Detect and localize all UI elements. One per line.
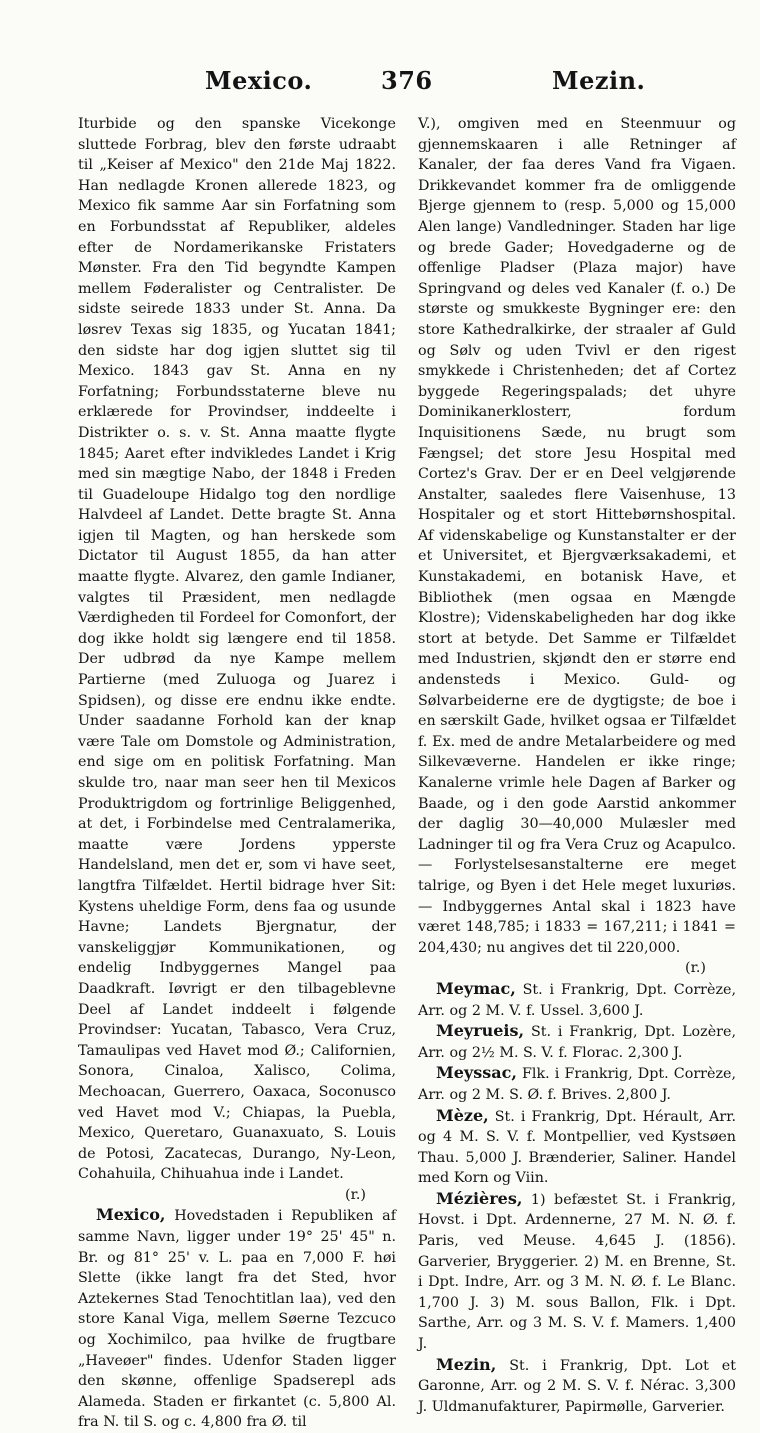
header-left-catchword: Mexico. bbox=[205, 66, 313, 95]
entry-meyrueis bbox=[418, 1021, 736, 1063]
entry-text: St. i Frankrig, Dpt. Hérault, Arr. og 4 M. S. V. f. Montpellier, ved Kystsøen Thau. 5,000 J. Brænderier, Saliner. Handel med Korn og Viin. bbox=[418, 1108, 736, 1187]
entry-text: St. i Frankrig, Dpt. Lozère, Arr. og 2½ M. S. V. f. Florac. 2,300 J. bbox=[418, 1024, 737, 1061]
entry-meyssac bbox=[418, 1063, 736, 1105]
entry-text: 1) befæstet St. i Frankrig, Hovst. i Dpt. Ardennerne, 27 M. N. Ø. f. Paris, ved Meuse. 4,645 J. (1856). Garverier, Bryggerier. 2) M. en Brenne, St. i Dpt. Indre, Arr. og 3 M. N. Ø. f. Le Blanc. 1,700 J. 3) M. sous Ballon, Flk. i Dpt. Sarthe, Arr. og 3 M. S. V. f. Mamers. 1,400 J. bbox=[418, 1191, 736, 1353]
entry-headword: Meyssac, bbox=[436, 1063, 517, 1083]
page-number: 376 bbox=[381, 66, 433, 95]
entry-text: Hovedstaden i Republiken af samme Navn, ligger under 19° 25' 45" n. Br. og 81° 25' v. L. paa en 7,000 F. høi Slette (ikke langt fra det Sted, hvor Aztekernes Stad Tenochtitlan laa), ved den store Kanal Viga, mellem Søerne Tezcuco og Xochimilco, paa hvilke de frugtbare „Haveøer" findes. Udenfor Staden ligger den skønne, offenlige Spadserepl ads Alamedа. Staden er firkantet (c. 5,800 Al. fra N. til S. og c. 4,800 fra Ø. til bbox=[78, 1208, 397, 1431]
entry-text: Flk. i Frankrig, Dpt. Corrèze, Arr. og 2 M. S. Ø. f. Brives. 2,800 J. bbox=[418, 1066, 736, 1103]
author-signature: (r.) bbox=[685, 960, 706, 977]
mexico-country-continuation: Iturbide og den spanske Vicekonge sluttede Forbrag, blev den første udraabt til „Keiser af Mexico" den 21de Maj 1822. Han nedlagde Kronen allerede 1823, og Mexico fik samme Aar sin Forfatning som en Forbundsstat af Republiker, aldeles efter de Nordamerikanske Fristaters Mønster. Fra den Tid begyndte Kampen mellem Føderalister og Centralister. De sidste seirede 1833 under St. Anna. Da løsrev Texas sig 1835, og Yucatan 1841; den sidste har dog igjen sluttet sig til Mexico. 1843 gav St. Anna en ny Forfatning; Forbundsstaterne bleve nu erklærede for Provindser, inddeelte i Distrikter o. s. v. St. Anna maatte flygte 1845; Aaret efter indvikledes Landet i Krig med sin mægtige Nabo, der 1848 i Freden til Guadeloupe Hidalgo tog den nordlige Halvdeel af Landet. Dette bragte St. Anna igjen til Magten, og han herskede som Dictator til August 1855, da han atter maatte flygte. Alvarez, den gamle Indianer, valgtes til Præsident, men nedlagde Værdigheden til Fordeel for Comonfort, der dog ikke holdt sig længere end til 1858. Der udbrød da nye Kampe mellem Partierne (med Zuluoga og Juarez i Spidsen), og disse ere endnu ikke endte. Under saadanne Forhold kan der knap være Tale om Domstole og Administration, end sige om en politisk Forfatning. Man skulde tro, naar man seer hen til Mexicos Produktrigdom og fortrinlige Beliggenhed, at det, i Forbindelse med Centralamerika, maatte være Jordens ypperste Handelsland, men det er, som vi have seet, langtfra Tilfældet. Hertil bidrage hver Sit: Kystens uheldige Form, dens faa og usunde Havne; Landets Bjergnatur, der vanskeliggjør Kommunikationen, og endelig Indbyggernes Mangel paa Daadkraft. Iøvrigt er den tilbageblevne Deel af Landet inddeelt i følgende Provindser: Yucatan, Tabasco, Vera Cruz, Tamaulipas ved Havet mod Ø.; Californien, Sonora, Cinaloa, Xalisco, Colima, Mechoacan, Guerrero, Oaxaca, Soconusco ved Havet mod V.; Chiapas, la Puebla, Mexico, Queretaro, Guanaxuato, S. Louis de Potosi, Zacatecas, Durango, Ny-Leon, Cohahuila, Chihuahua inde i Landet. bbox=[78, 116, 396, 1183]
entry-meymac bbox=[418, 979, 736, 1021]
mexico-city-continuation: V.), omgiven med en Steenmuur og gjennemskaaren i alle Retninger af Kanaler, der faa deres Vand fra Vigaen. Drikkevandet kommer fra de omliggende Bjerge gjennem to (resp. 5,000 og 15,000 Alen lange) Vandledninger. Staden har lige og brede Gader; Hovedgaderne og de offenlige Pladser (Plaza major) have Springvand og deles ved Kanaler (f. o.) De største og smukkeste Bygninger ere: den store Kathedralkirke, der straaler af Guld og Sølv og uden Tvivl er den rigest smykkede i Christenheden; det af Cortez byggede Regeringspalads; det uhyre Dominikanerklosterr, fordum Inquisitionens Sæde, nu brugt som Fængsel; det store Jesu Hospital med Cortez's Grav. Der er en Deel velgjørende Anstalter, saaledes flere Vaisenhuse, 13 Hospitaler og et stort Hittebørnshospital. Af videnskabelige og Kunstanstalter er der et Universitet, et Bjergværksakademi, et Kunstakademi, en botanisk Have, et Bibliothek (men ogsaa en Mængde Klostre); Videnskabeligheden har dog ikke stort at betyde. Det Samme er Tilfældet med Industrien, skjøndt den er større end andensteds i Mexico. Guld- og Sølvarbeiderne ere de dygtigste; de boe i en særskilt Gade, hvilket ogsaa er Tilfældet f. Ex. med de andre Metalarbeidere og med Silkevæverne. Handelen er ikke ringe; Kanalerne vrimle hele Dagen af Barker og Baade, og i den gode Aarstid ankommer der daglig 30—40,000 Mulæsler med Ladninger til og fra Vera Cruz og Acapulco. — Forlystelsesanstalterne ere meget talrige, og Byen i det Hele meget luxuriøs. — Indbyggernes Antal skal i 1823 have været 148,785; i 1833 = 167,211; i 1841 = 204,430; nu angives det til 220,000. bbox=[418, 116, 736, 956]
entry-text: St. i Frankrig, Dpt. Lot et Garonne, Arr. og 2 M. S. V. f. Nérac. 3,300 J. Uldmanufakturer, Papirmølle, Garverier. bbox=[418, 1357, 737, 1415]
entry-text: St. i Frankrig, Dpt. Corrèze, Arr. og 2 M. V. f. Ussel. 3,600 J. bbox=[418, 981, 736, 1019]
entry-mezin bbox=[418, 1355, 736, 1418]
entry-headword: Mézières, bbox=[436, 1188, 523, 1208]
header-right-catchword: Mezin. bbox=[552, 66, 646, 95]
left-column bbox=[78, 114, 396, 1433]
entry-headword: Mexico, bbox=[96, 1205, 166, 1225]
entry-headword: Mezin, bbox=[436, 1354, 497, 1374]
entry-mezieres bbox=[418, 1189, 736, 1355]
page-header bbox=[0, 66, 760, 100]
entry-headword: Meyrueis, bbox=[436, 1021, 525, 1041]
author-signature: (r.) bbox=[345, 1186, 366, 1203]
right-column bbox=[418, 114, 736, 1417]
entry-meze bbox=[418, 1106, 736, 1189]
entry-headword: Meymac, bbox=[436, 978, 516, 998]
entry-headword: Mèze, bbox=[436, 1105, 489, 1125]
entry-mexico-city bbox=[78, 1205, 396, 1433]
